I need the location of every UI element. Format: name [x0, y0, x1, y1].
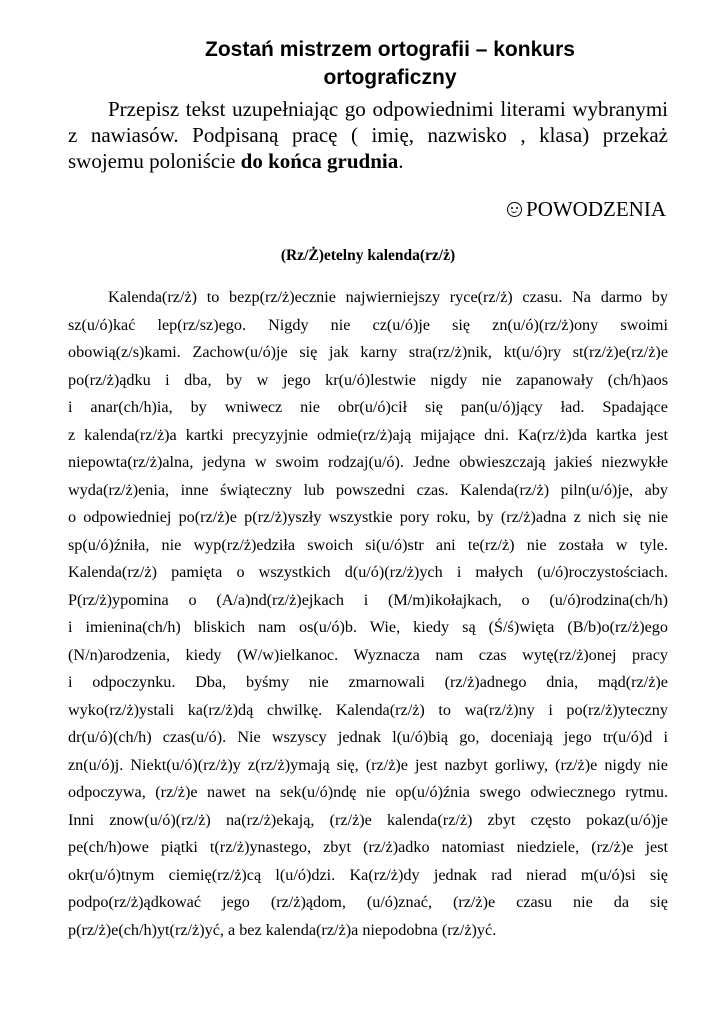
- text-line: pe(ch/h)owe piątki t(rz/ż)ynastego, zbyt (rz/ż)adko natomiast niedziele, (rz/ż)e jest: [68, 838, 668, 856]
- text-line: niepowta(rz/ż)alna, jedyna w swoim rodzaj(u/ó). Jedne obwieszczają jakieś niezwykłe: [68, 453, 668, 471]
- text-line: i imienina(ch/h) bliskich nam os(u/ó)b. Wie, kiedy są (Ś/ś)więta (B/b)o(rz/ż)ego: [68, 618, 668, 636]
- text-line: Inni znow(u/ó)(rz/ż) na(rz/ż)ekają, (rz/ż)e kalenda(rz/ż) zbyt często pokaz(u/ó)je: [68, 810, 668, 829]
- deadline-text: do końca grudnia: [240, 149, 399, 173]
- good-luck-text: POWODZENIA: [526, 197, 666, 221]
- text-line: odpoczywa, (rz/ż)e nawet na sek(u/ó)ndę nie op(u/ó)źnia swego odwiecznego rytmu.: [68, 783, 668, 801]
- text-line: P(rz/ż)ypomina o (A/a)nd(rz/ż)ejkach i (M/m)ikołajkach, o (u/ó)rodzina(ch/h): [68, 590, 668, 609]
- text-line: o odpowiedniej po(rz/ż)e p(rz/ż)yszły wszystkie pory roku, by (rz/ż)adna z nich się nie: [68, 508, 668, 526]
- page-title: Zostań mistrzem ortografii – konkurs ortograficzny: [205, 38, 575, 89]
- text-line: p(rz/ż)e(ch/h)yt(rz/ż)yć, a bez kalenda(rz/ż)a niepodobna (rz/ż)yć.: [68, 920, 497, 939]
- text-line: sz(u/ó)kać lep(rz/sz)ego. Nigdy nie cz(u/ó)je się zn(u/ó)(rz/ż)ony swoimi: [68, 315, 668, 334]
- instructions-paragraph: [68, 96, 668, 174]
- text-line: z kalenda(rz/ż)a kartki precyzyjnie odmie(rz/ż)ają mijające dni. Ka(rz/ż)da kartka jest: [68, 425, 668, 444]
- good-luck-line: [68, 196, 666, 222]
- text-line: wyda(rz/ż)enia, inne świąteczny lub powszedni czas. Kalenda(rz/ż) piln(u/ó)je, aby: [68, 480, 668, 499]
- smiley-face-icon: [507, 202, 522, 217]
- text-line: zn(u/ó)j. Niekt(u/ó)(rz/ż)y z(rz/ż)ymają się, (rz/ż)e jest nazbyt gorliwy, (rz/ż)e nigdy nie: [68, 755, 668, 774]
- text-line: Kalenda(rz/ż) pamięta o wszystkich d(u/ó)(rz/ż)ych i małych (u/ó)roczystościach.: [68, 563, 668, 581]
- instructions-end: .: [398, 149, 404, 173]
- instructions-text: Przepisz tekst uzupełniając go odpowiednimi literami wybranymi z nawiasów. Podpisaną pracę ( imię, nazwisko , klasa) przekaż swojemu poloniście: [68, 97, 668, 173]
- text-subtitle: (Rz/Ż)etelny kalenda(rz/ż): [280, 247, 456, 264]
- text-line: wyko(rz/ż)ystali ka(rz/ż)dą chwilkę. Kalenda(rz/ż) to wa(rz/ż)ny i po(rz/ż)yteczny: [68, 700, 668, 719]
- text-line: podpo(rz/ż)ądkować jego (rz/ż)ądom, (u/ó)znać, (rz/ż)e czasu nie da się: [68, 893, 668, 911]
- text-line: obowią(z/s)kami. Zachow(u/ó)je się jak karny stra(rz/ż)nik, kt(u/ó)ry st(rz/ż)e(rz/ż)e: [68, 343, 668, 361]
- text-line: (N/n)arodzenia, kiedy (W/w)ielkanoc. Wyznacza nam czas wytę(rz/ż)onej pracy: [68, 645, 668, 664]
- text-line: i anar(ch/h)ia, by wniwecz nie obr(u/ó)cił się pan(u/ó)jący ład. Spadające: [68, 398, 668, 416]
- text-line: po(rz/ż)ądku i dba, by w jego kr(u/ó)lestwie nigdy nie zapanowały (ch/h)aos: [68, 370, 668, 389]
- text-line: Kalenda(rz/ż) to bezp(rz/ż)ecznie najwierniejszy ryce(rz/ż) czasu. Na darmo by: [108, 288, 668, 306]
- text-line: okr(u/ó)tnym ciemię(rz/ż)cą l(u/ó)dzi. Ka(rz/ż)dy jednak rad nierad m(u/ó)si się: [68, 865, 668, 884]
- text-line: i odpoczynku. Dba, byśmy nie zmarnowali (rz/ż)adnego dnia, mąd(rz/ż)e: [68, 673, 668, 691]
- text-line: dr(u/ó)(ch/h) czas(u/ó). Nie wszyscy jednak l(u/ó)bią go, doceniają jego tr(u/ó)d i: [68, 728, 668, 746]
- exercise-text: [68, 284, 668, 944]
- text-line: sp(u/ó)źniła, nie wyp(rz/ż)edziła swoich si(u/ó)str ani te(rz/ż) nie została w tyle.: [68, 535, 668, 554]
